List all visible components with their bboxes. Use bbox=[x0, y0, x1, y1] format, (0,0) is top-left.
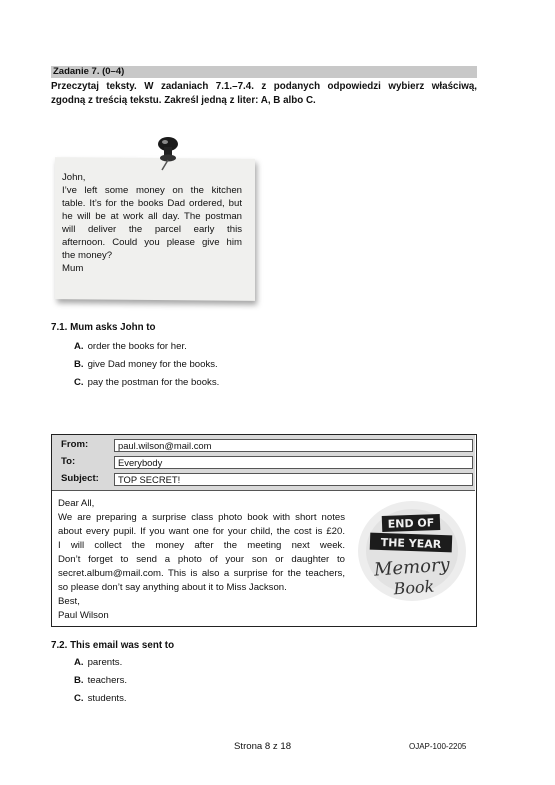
email-line: We are preparing a surprise class photo book with short notes bbox=[58, 512, 345, 523]
note-line: will deliver the parcel early this bbox=[62, 224, 242, 235]
note-line: John, bbox=[62, 172, 86, 183]
note-line: I’ve left some money on the kitchen bbox=[62, 185, 242, 196]
logo-text-4: Book bbox=[392, 576, 435, 599]
option-text: parents. bbox=[87, 657, 123, 668]
email-line: so please don’t say anything about it to Miss Jackson. bbox=[58, 582, 287, 593]
logo-text-1: END OF bbox=[387, 516, 435, 531]
instruction-line-1: Przeczytaj teksty. W zadaniach 7.1.–7.4. z podanych odpowiedzi wybierz właściwą, bbox=[51, 81, 477, 92]
question-7-2-option-a[interactable] bbox=[74, 657, 122, 668]
option-letter: B. bbox=[74, 359, 84, 370]
to-label: To: bbox=[61, 456, 76, 467]
email-line: I will collect the money after the meeting next week. bbox=[58, 540, 345, 551]
email-line: Paul Wilson bbox=[58, 610, 109, 621]
option-text: order the books for her. bbox=[87, 341, 187, 352]
email-header bbox=[52, 435, 475, 491]
logo-text-2: THE YEAR bbox=[380, 535, 442, 552]
email-line: Dear All, bbox=[58, 498, 95, 509]
exam-code: OJAP-100-2205 bbox=[409, 742, 467, 751]
option-text: pay the postman for the books. bbox=[87, 377, 220, 388]
option-text: students. bbox=[87, 693, 127, 704]
email-line: secret.album@mail.com. This is also a surprise for the teachers, bbox=[58, 568, 345, 579]
email-line: about every pupil. If you want one for your child, the cost is £20. bbox=[58, 526, 345, 537]
note-line: the money? bbox=[62, 250, 113, 261]
email-box bbox=[51, 434, 477, 627]
question-7-1-option-c[interactable] bbox=[74, 377, 219, 388]
push-pin-icon bbox=[148, 132, 188, 172]
from-label: From: bbox=[61, 439, 89, 450]
from-field: paul.wilson@mail.com bbox=[114, 439, 473, 452]
subject-field: TOP SECRET! bbox=[114, 473, 473, 486]
option-letter: B. bbox=[74, 675, 84, 686]
memory-book-logo bbox=[354, 487, 470, 607]
note-text bbox=[62, 171, 242, 275]
question-7-1-option-b[interactable] bbox=[74, 359, 218, 370]
logo-text-3: Memory bbox=[373, 554, 451, 581]
page-number: Strona 8 z 18 bbox=[234, 741, 292, 752]
question-7-2-title: 7.2. This email was sent to bbox=[51, 640, 175, 651]
note-line: table. It’s for the books Dad ordered, but bbox=[62, 198, 242, 209]
email-line: Best, bbox=[58, 596, 80, 607]
option-letter: A. bbox=[74, 341, 84, 352]
question-7-1-title: 7.1. Mum asks John to bbox=[51, 322, 156, 333]
instruction-line-2: zgodną z treścią tekstu. Zakreśl jedną z liter: A, B albo C. bbox=[51, 95, 316, 106]
email-body bbox=[58, 497, 345, 623]
email-line: Don’t forget to send a photo of your son or daughter to bbox=[58, 554, 345, 565]
option-text: give Dad money for the books. bbox=[87, 359, 218, 370]
note-line: afternoon. Could you please give him bbox=[62, 237, 242, 248]
to-field: Everybody bbox=[114, 456, 473, 469]
question-7-1-option-a[interactable] bbox=[74, 341, 187, 352]
task-instruction bbox=[51, 80, 477, 108]
subject-label: Subject: bbox=[61, 473, 99, 484]
task-header: Zadanie 7. (0–4) bbox=[51, 66, 477, 78]
option-text: teachers. bbox=[87, 675, 128, 686]
note-line: Mum bbox=[62, 263, 84, 274]
question-7-2-option-b[interactable] bbox=[74, 675, 127, 686]
option-letter: C. bbox=[74, 377, 84, 388]
option-letter: C. bbox=[74, 693, 84, 704]
question-7-2-option-c[interactable] bbox=[74, 693, 127, 704]
option-letter: A. bbox=[74, 657, 84, 668]
note-line: he will be at work all day. The postman bbox=[62, 211, 242, 222]
